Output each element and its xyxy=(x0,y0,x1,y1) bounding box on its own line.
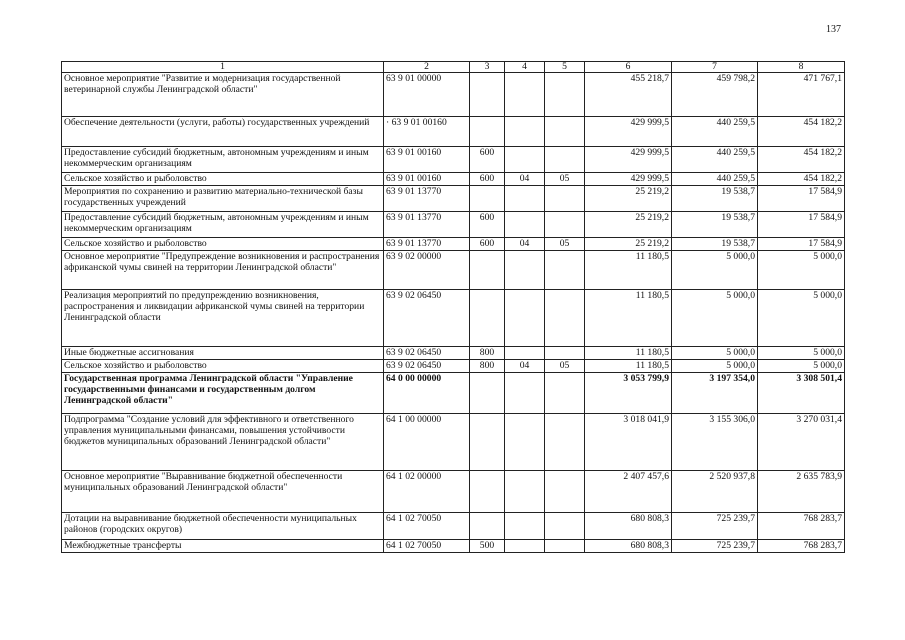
row-col3-cell: 800 xyxy=(470,360,505,373)
row-value8-cell: 2 635 783,9 xyxy=(758,471,845,513)
table-row xyxy=(62,147,845,173)
row-value8-cell: 17 584,9 xyxy=(758,238,845,251)
row-value7-cell: 5 000,0 xyxy=(672,251,758,290)
row-col3-cell xyxy=(470,414,505,471)
row-value8-cell: 454 182,2 xyxy=(758,147,845,173)
row-col4-cell: 04 xyxy=(505,360,545,373)
table-row xyxy=(62,540,845,553)
table-row xyxy=(62,238,845,251)
row-value6-cell: 455 218,7 xyxy=(585,73,672,117)
row-value7-cell: 440 259,5 xyxy=(672,147,758,173)
column-header: 2 xyxy=(384,62,470,73)
row-value6-cell: 429 999,5 xyxy=(585,117,672,147)
row-value8-cell: 5 000,0 xyxy=(758,251,845,290)
table-row xyxy=(62,347,845,360)
row-value6-cell: 429 999,5 xyxy=(585,173,672,186)
table-row xyxy=(62,251,845,290)
row-name-cell: Сельское хозяйство и рыболовство xyxy=(62,173,384,186)
column-header: 3 xyxy=(470,62,505,73)
row-value8-cell: 17 584,9 xyxy=(758,186,845,212)
row-value6-cell: 3 053 799,9 xyxy=(585,373,672,414)
row-code-cell: · 63 9 01 00160 xyxy=(384,117,470,147)
column-header: 4 xyxy=(505,62,545,73)
table-row xyxy=(62,117,845,147)
row-col3-cell xyxy=(470,186,505,212)
row-col3-cell xyxy=(470,251,505,290)
row-col4-cell xyxy=(505,251,545,290)
row-value6-cell: 11 180,5 xyxy=(585,360,672,373)
row-value8-cell: 3 270 031,4 xyxy=(758,414,845,471)
row-code-cell: 63 9 01 13770 xyxy=(384,238,470,251)
row-col5-cell xyxy=(545,373,585,414)
row-col4-cell xyxy=(505,186,545,212)
row-col4-cell xyxy=(505,347,545,360)
row-value7-cell: 5 000,0 xyxy=(672,290,758,347)
row-value7-cell: 3 197 354,0 xyxy=(672,373,758,414)
row-name-cell: Дотации на выравнивание бюджетной обеспеченности муниципальных районов (городских округов) xyxy=(62,513,384,540)
row-col4-cell xyxy=(505,117,545,147)
row-value8-cell: 5 000,0 xyxy=(758,290,845,347)
row-name-cell: Сельское хозяйство и рыболовство xyxy=(62,238,384,251)
row-col3-cell xyxy=(470,373,505,414)
column-header: 7 xyxy=(672,62,758,73)
row-col4-cell: 04 xyxy=(505,238,545,251)
row-col5-cell: 05 xyxy=(545,173,585,186)
row-col4-cell xyxy=(505,373,545,414)
row-value8-cell: 3 308 501,4 xyxy=(758,373,845,414)
row-value7-cell: 19 538,7 xyxy=(672,212,758,238)
row-value7-cell: 459 798,2 xyxy=(672,73,758,117)
row-name-cell: Сельское хозяйство и рыболовство xyxy=(62,360,384,373)
row-value7-cell: 5 000,0 xyxy=(672,360,758,373)
row-code-cell: 63 9 02 00000 xyxy=(384,251,470,290)
row-value7-cell: 3 155 306,0 xyxy=(672,414,758,471)
row-name-cell: Предоставление субсидий бюджетным, автономным учреждениям и иным некоммерческим организациям xyxy=(62,147,384,173)
row-code-cell: 64 1 00 00000 xyxy=(384,414,470,471)
table-row xyxy=(62,471,845,513)
row-col5-cell xyxy=(545,212,585,238)
row-code-cell: 64 1 02 70050 xyxy=(384,513,470,540)
page-number: 137 xyxy=(826,24,841,35)
row-code-cell: 64 0 00 00000 xyxy=(384,373,470,414)
row-code-cell: 63 9 01 00160 xyxy=(384,173,470,186)
row-value7-cell: 725 239,7 xyxy=(672,540,758,553)
row-value6-cell: 25 219,2 xyxy=(585,238,672,251)
row-col3-cell: 800 xyxy=(470,347,505,360)
row-code-cell: 63 9 01 13770 xyxy=(384,212,470,238)
row-value6-cell: 25 219,2 xyxy=(585,212,672,238)
row-value6-cell: 11 180,5 xyxy=(585,290,672,347)
row-col5-cell xyxy=(545,347,585,360)
row-name-cell: Иные бюджетные ассигнования xyxy=(62,347,384,360)
row-col5-cell: 05 xyxy=(545,360,585,373)
row-value6-cell: 3 018 041,9 xyxy=(585,414,672,471)
row-code-cell: 63 9 01 00160 xyxy=(384,147,470,173)
row-value6-cell: 2 407 457,6 xyxy=(585,471,672,513)
row-value7-cell: 19 538,7 xyxy=(672,238,758,251)
row-col5-cell xyxy=(545,290,585,347)
row-col4-cell xyxy=(505,540,545,553)
row-col4-cell xyxy=(505,513,545,540)
row-col4-cell xyxy=(505,147,545,173)
row-code-cell: 63 9 02 06450 xyxy=(384,360,470,373)
row-name-cell: Основное мероприятие "Выравнивание бюджетной обеспеченности муниципальных образований Ленинградской области" xyxy=(62,471,384,513)
row-code-cell: 63 9 02 06450 xyxy=(384,290,470,347)
row-value6-cell: 11 180,5 xyxy=(585,347,672,360)
row-value6-cell: 680 808,3 xyxy=(585,540,672,553)
table-row xyxy=(62,186,845,212)
row-name-cell: Реализация мероприятий по предупреждению возникновения, распространения и ликвидации африканской чумы свиней на территории Ленинградской области xyxy=(62,290,384,347)
row-value7-cell: 2 520 937,8 xyxy=(672,471,758,513)
row-col3-cell: 600 xyxy=(470,212,505,238)
row-value6-cell: 11 180,5 xyxy=(585,251,672,290)
row-code-cell: 63 9 01 00000 xyxy=(384,73,470,117)
row-col4-cell xyxy=(505,290,545,347)
row-col5-cell xyxy=(545,73,585,117)
row-value8-cell: 17 584,9 xyxy=(758,212,845,238)
row-col5-cell xyxy=(545,513,585,540)
row-value8-cell: 5 000,0 xyxy=(758,360,845,373)
row-value7-cell: 440 259,5 xyxy=(672,117,758,147)
row-name-cell: Предоставление субсидий бюджетным, автономным учреждениям и иным некоммерческим организациям xyxy=(62,212,384,238)
row-col3-cell xyxy=(470,513,505,540)
row-name-cell: Мероприятия по сохранению и развитию материально-технической базы государственных учреждений xyxy=(62,186,384,212)
row-col5-cell xyxy=(545,147,585,173)
row-code-cell: 64 1 02 00000 xyxy=(384,471,470,513)
row-col3-cell xyxy=(470,117,505,147)
table-row xyxy=(62,212,845,238)
row-col4-cell xyxy=(505,471,545,513)
column-header: 6 xyxy=(585,62,672,73)
row-value7-cell: 19 538,7 xyxy=(672,186,758,212)
row-col4-cell xyxy=(505,212,545,238)
row-col4-cell xyxy=(505,73,545,117)
row-col3-cell: 600 xyxy=(470,173,505,186)
row-value6-cell: 680 808,3 xyxy=(585,513,672,540)
row-value6-cell: 25 219,2 xyxy=(585,186,672,212)
budget-table xyxy=(61,61,845,553)
row-name-cell: Государственная программа Ленинградской области "Управление государственными финансами и государственным долгом Ленинградской области" xyxy=(62,373,384,414)
table-row xyxy=(62,414,845,471)
table-row xyxy=(62,290,845,347)
row-col3-cell: 500 xyxy=(470,540,505,553)
row-col3-cell: 600 xyxy=(470,147,505,173)
row-col3-cell xyxy=(470,73,505,117)
table-header-row xyxy=(62,62,845,73)
row-value8-cell: 454 182,2 xyxy=(758,117,845,147)
row-col5-cell xyxy=(545,117,585,147)
table-row xyxy=(62,173,845,186)
row-name-cell: Межбюджетные трансферты xyxy=(62,540,384,553)
row-name-cell: Подпрограмма "Создание условий для эффективного и ответственного управления муниципальными финансами, повышения устойчивости бюджетов муниципальных образований Ленинградской области" xyxy=(62,414,384,471)
row-col3-cell xyxy=(470,471,505,513)
row-col5-cell xyxy=(545,186,585,212)
column-header: 1 xyxy=(62,62,384,73)
table-row xyxy=(62,513,845,540)
row-col4-cell: 04 xyxy=(505,173,545,186)
row-value8-cell: 454 182,2 xyxy=(758,173,845,186)
table-row xyxy=(62,360,845,373)
row-code-cell: 63 9 02 06450 xyxy=(384,347,470,360)
row-value8-cell: 768 283,7 xyxy=(758,540,845,553)
row-value7-cell: 725 239,7 xyxy=(672,513,758,540)
row-col3-cell xyxy=(470,290,505,347)
row-value7-cell: 440 259,5 xyxy=(672,173,758,186)
column-header: 8 xyxy=(758,62,845,73)
row-col5-cell: 05 xyxy=(545,238,585,251)
row-name-cell: Обеспечение деятельности (услуги, работы) государственных учреждений xyxy=(62,117,384,147)
row-col4-cell xyxy=(505,414,545,471)
row-value8-cell: 471 767,1 xyxy=(758,73,845,117)
row-code-cell: 64 1 02 70050 xyxy=(384,540,470,553)
row-value6-cell: 429 999,5 xyxy=(585,147,672,173)
row-name-cell: Основное мероприятие "Развитие и модернизация государственной ветеринарной службы Ленинградской области" xyxy=(62,73,384,117)
column-header: 5 xyxy=(545,62,585,73)
row-col5-cell xyxy=(545,540,585,553)
row-value7-cell: 5 000,0 xyxy=(672,347,758,360)
row-col5-cell xyxy=(545,471,585,513)
row-col3-cell: 600 xyxy=(470,238,505,251)
table-row xyxy=(62,73,845,117)
table-row xyxy=(62,373,845,414)
row-code-cell: 63 9 01 13770 xyxy=(384,186,470,212)
row-col5-cell xyxy=(545,414,585,471)
row-value8-cell: 5 000,0 xyxy=(758,347,845,360)
row-col5-cell xyxy=(545,251,585,290)
row-value8-cell: 768 283,7 xyxy=(758,513,845,540)
row-name-cell: Основное мероприятие "Предупреждение возникновения и распространения африканской чумы свиней на территории Ленинградской области" xyxy=(62,251,384,290)
